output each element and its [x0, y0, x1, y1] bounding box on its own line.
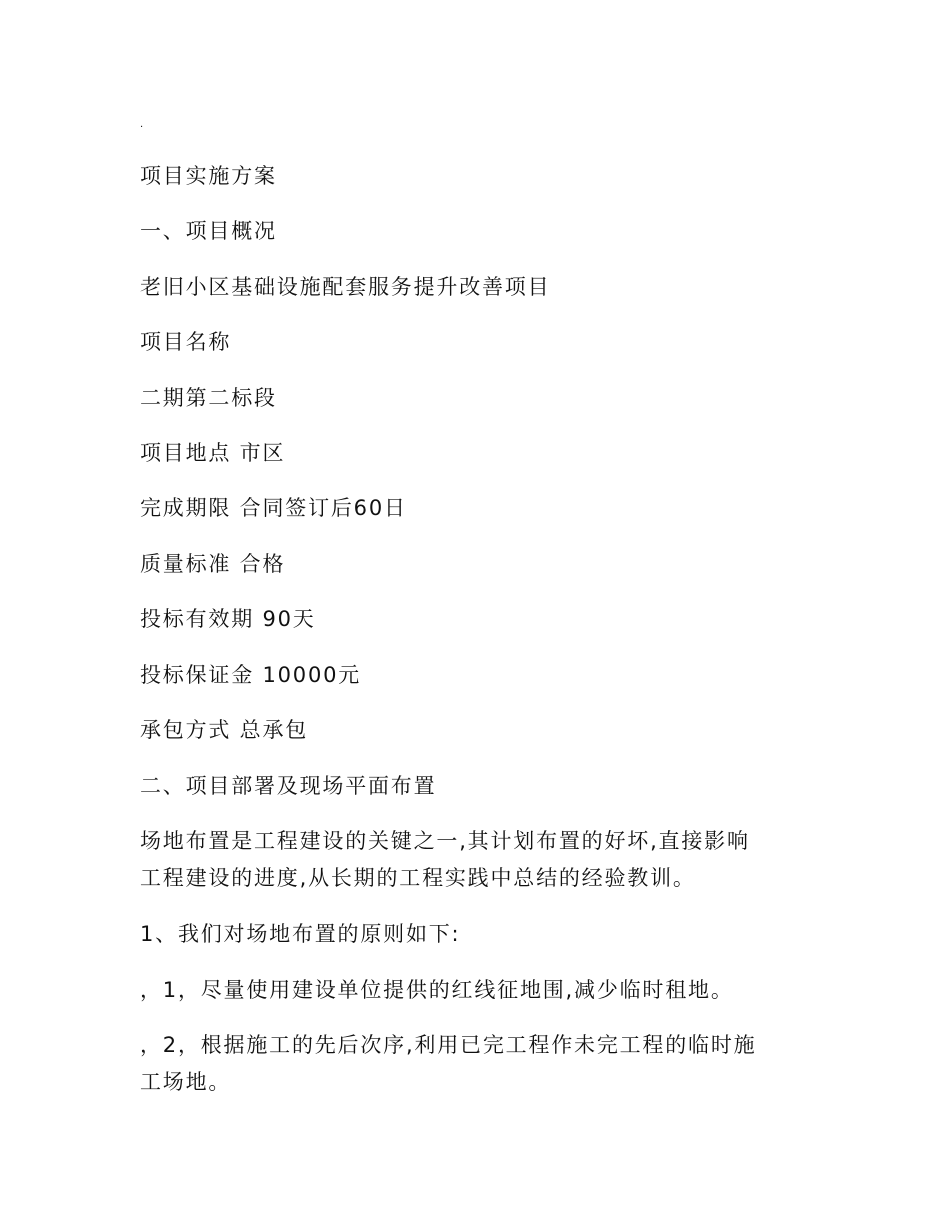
section-heading-overview: 一、项目概况: [140, 219, 277, 243]
paragraph-site-layout-line-1: 场地布置是工程建设的关键之一,其计划布置的好坏,直接影响: [140, 829, 750, 853]
project-location: 项目地点 市区: [140, 441, 286, 465]
project-deadline: 完成期限 合同签订后60日: [140, 496, 407, 520]
project-name-label: 项目名称: [140, 330, 232, 354]
project-lot: 二期第二标段: [140, 386, 277, 410]
project-name-value: 老旧小区基础设施配套服务提升改善项目: [140, 275, 551, 299]
bid-validity: 投标有效期 90天: [140, 607, 316, 631]
document-title: 项目实施方案: [140, 164, 277, 188]
header-dot: .: [140, 119, 144, 130]
project-quality: 质量标准 合格: [140, 552, 286, 576]
principle-item-2-line-2: 工场地。: [140, 1070, 232, 1094]
section-heading-deployment: 二、项目部署及现场平面布置: [140, 774, 437, 798]
principle-item-2-line-1: ，2，根据施工的先后次序,利用已完工程作未完工程的临时施: [140, 1033, 757, 1057]
principle-item-1: ，1，尽量使用建设单位提供的红线征地围,减少临时租地。: [140, 978, 734, 1002]
contract-method: 承包方式 总承包: [140, 718, 309, 742]
principles-heading: 1、我们对场地布置的原则如下:: [140, 922, 461, 946]
bid-deposit: 投标保证金 10000元: [140, 663, 362, 687]
paragraph-site-layout-line-2: 工程建设的进度,从长期的工程实践中总结的经验教训。: [140, 866, 696, 890]
